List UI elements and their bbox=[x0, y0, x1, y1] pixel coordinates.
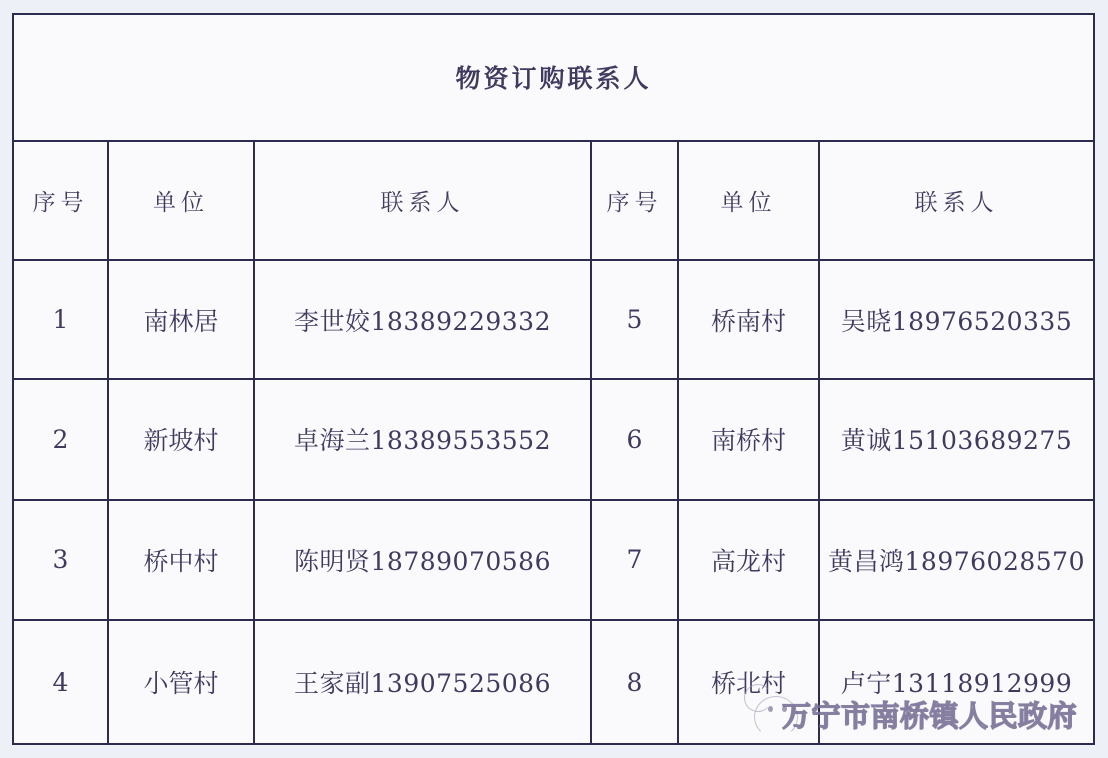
unit-cell: 南桥村 bbox=[678, 379, 819, 500]
unit-cell: 新坡村 bbox=[108, 379, 254, 500]
table-row-3 bbox=[13, 500, 1094, 621]
header-row bbox=[13, 141, 1094, 261]
unit-cell: 小管村 bbox=[108, 620, 254, 744]
serial-cell: 8 bbox=[591, 620, 678, 744]
col-header-serial-right: 序号 bbox=[591, 141, 678, 261]
table-row-4 bbox=[13, 620, 1094, 744]
col-header-unit-left: 单位 bbox=[108, 141, 254, 261]
unit-cell: 高龙村 bbox=[678, 500, 819, 621]
contact-cell: 卢宁13118912999 bbox=[819, 620, 1094, 744]
contact-cell: 陈明贤18789070586 bbox=[254, 500, 591, 621]
serial-cell: 2 bbox=[13, 379, 108, 500]
contact-cell: 黄昌鸿18976028570 bbox=[819, 500, 1094, 621]
unit-cell: 桥中村 bbox=[108, 500, 254, 621]
serial-cell: 1 bbox=[13, 260, 108, 379]
contacts-table bbox=[12, 13, 1095, 745]
col-header-unit-right: 单位 bbox=[678, 141, 819, 261]
serial-cell: 7 bbox=[591, 500, 678, 621]
unit-cell: 桥北村 bbox=[678, 620, 819, 744]
table-row-2 bbox=[13, 379, 1094, 500]
serial-cell: 5 bbox=[591, 260, 678, 379]
serial-cell: 6 bbox=[591, 379, 678, 500]
contact-cell: 李世姣18389229332 bbox=[254, 260, 591, 379]
contact-cell: 吴晓18976520335 bbox=[819, 260, 1094, 379]
serial-cell: 4 bbox=[13, 620, 108, 744]
contact-cell: 卓海兰18389553552 bbox=[254, 379, 591, 500]
unit-cell: 桥南村 bbox=[678, 260, 819, 379]
contact-cell: 黄诚15103689275 bbox=[819, 379, 1094, 500]
serial-cell: 3 bbox=[13, 500, 108, 621]
col-header-contact-right: 联系人 bbox=[819, 141, 1094, 261]
unit-cell: 南林居 bbox=[108, 260, 254, 379]
table-row-1 bbox=[13, 260, 1094, 379]
col-header-serial-left: 序号 bbox=[13, 141, 108, 261]
page-title: 物资订购联系人 bbox=[13, 14, 1094, 141]
contact-cell: 王家副13907525086 bbox=[254, 620, 591, 744]
title-row bbox=[13, 14, 1094, 141]
col-header-contact-left: 联系人 bbox=[254, 141, 591, 261]
